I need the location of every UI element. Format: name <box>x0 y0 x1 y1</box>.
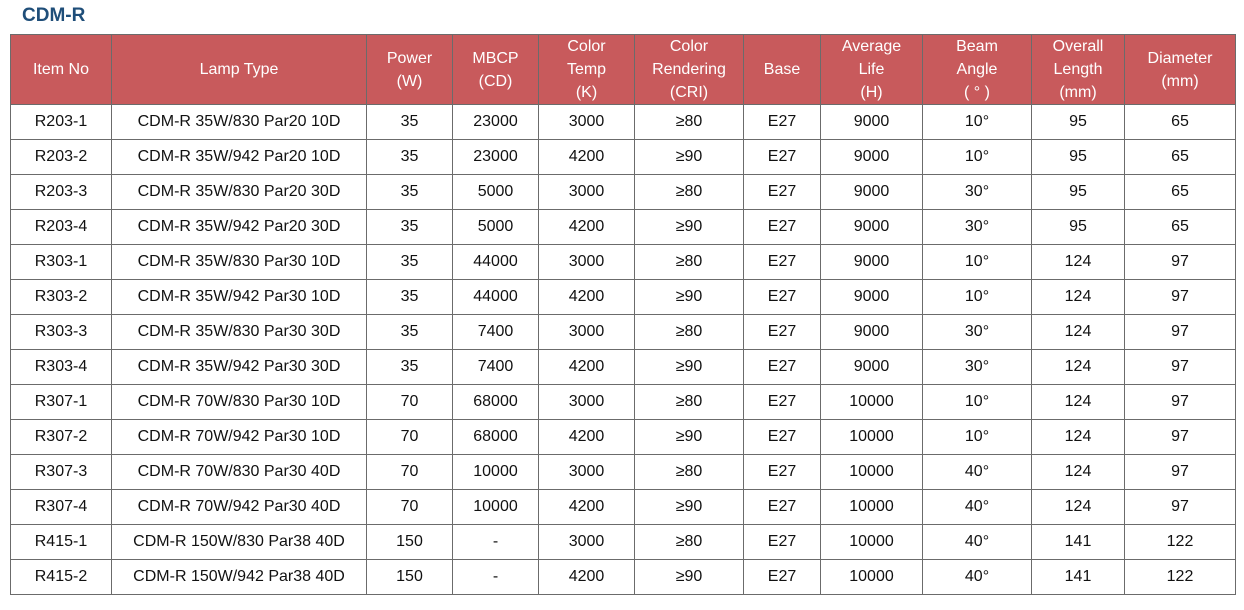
table-cell: R307-1 <box>11 385 112 420</box>
table-cell: 124 <box>1032 280 1125 315</box>
table-cell: 65 <box>1125 105 1236 140</box>
table-cell: 124 <box>1032 420 1125 455</box>
table-cell: ≥80 <box>635 455 744 490</box>
table-cell: 9000 <box>821 245 923 280</box>
table-cell: 3000 <box>539 455 635 490</box>
table-cell: 35 <box>367 245 453 280</box>
table-cell: R303-3 <box>11 315 112 350</box>
table-cell: E27 <box>744 280 821 315</box>
column-header <box>744 35 821 105</box>
spec-table <box>10 34 1236 595</box>
table-cell: E27 <box>744 455 821 490</box>
table-row <box>11 210 1236 245</box>
table-cell: 5000 <box>453 175 539 210</box>
table-cell: 95 <box>1032 210 1125 245</box>
table-row <box>11 525 1236 560</box>
table-cell: 4200 <box>539 280 635 315</box>
table-row <box>11 280 1236 315</box>
table-cell: ≥90 <box>635 280 744 315</box>
table-cell: 97 <box>1125 315 1236 350</box>
table-cell: 95 <box>1032 175 1125 210</box>
table-cell: CDM-R 35W/830 Par20 30D <box>112 175 367 210</box>
table-cell: 40° <box>923 490 1032 525</box>
table-cell: ≥80 <box>635 245 744 280</box>
table-cell: R203-4 <box>11 210 112 245</box>
table-cell: 10° <box>923 420 1032 455</box>
table-cell: ≥90 <box>635 420 744 455</box>
table-cell: 3000 <box>539 245 635 280</box>
table-cell: E27 <box>744 560 821 595</box>
column-header-line: (CD) <box>478 72 513 90</box>
table-cell: 124 <box>1032 490 1125 525</box>
table-cell: 97 <box>1125 350 1236 385</box>
table-cell: 3000 <box>539 175 635 210</box>
table-cell: 10° <box>923 105 1032 140</box>
table-cell: 40° <box>923 455 1032 490</box>
table-row <box>11 350 1236 385</box>
table-cell: 35 <box>367 210 453 245</box>
column-header-line: MBCP <box>472 49 519 67</box>
table-row <box>11 105 1236 140</box>
column-header-line: (CRI) <box>669 84 709 101</box>
column-header-line: Beam <box>956 38 998 55</box>
table-cell: 141 <box>1032 525 1125 560</box>
column-header-line: ( ° ) <box>964 84 990 101</box>
column-header <box>539 35 635 105</box>
table-cell: 30° <box>923 175 1032 210</box>
column-header-line: Life <box>858 61 885 78</box>
table-cell: CDM-R 35W/942 Par20 10D <box>112 140 367 175</box>
column-header-line: Overall <box>1052 38 1104 55</box>
table-cell: 10000 <box>821 525 923 560</box>
table-cell: 4200 <box>539 140 635 175</box>
table-cell: 97 <box>1125 385 1236 420</box>
table-cell: 9000 <box>821 105 923 140</box>
table-cell: E27 <box>744 420 821 455</box>
column-header-line: Length <box>1053 61 1103 78</box>
table-cell: CDM-R 70W/830 Par30 10D <box>112 385 367 420</box>
column-header <box>112 35 367 105</box>
table-cell: R307-4 <box>11 490 112 525</box>
table-cell: 40° <box>923 560 1032 595</box>
column-header-line: Average <box>841 38 902 55</box>
table-row <box>11 490 1236 525</box>
table-cell: CDM-R 35W/830 Par30 30D <box>112 315 367 350</box>
table-row <box>11 175 1236 210</box>
table-row <box>11 420 1236 455</box>
table-cell: 70 <box>367 420 453 455</box>
table-cell: 9000 <box>821 315 923 350</box>
table-cell: CDM-R 35W/830 Par30 10D <box>112 245 367 280</box>
table-cell: 4200 <box>539 560 635 595</box>
table-cell: 7400 <box>453 315 539 350</box>
table-cell: CDM-R 35W/942 Par30 30D <box>112 350 367 385</box>
table-cell: E27 <box>744 350 821 385</box>
table-cell: 141 <box>1032 560 1125 595</box>
table-cell: 9000 <box>821 210 923 245</box>
table-cell: 10000 <box>821 490 923 525</box>
table-cell: - <box>453 525 539 560</box>
table-cell: 122 <box>1125 525 1236 560</box>
table-cell: 9000 <box>821 175 923 210</box>
table-cell: 3000 <box>539 315 635 350</box>
table-row <box>11 385 1236 420</box>
table-cell: 10° <box>923 280 1032 315</box>
table-cell: 35 <box>367 175 453 210</box>
table-row <box>11 140 1236 175</box>
table-cell: R203-1 <box>11 105 112 140</box>
table-row <box>11 560 1236 595</box>
table-cell: 10000 <box>453 455 539 490</box>
column-header-line: Diameter <box>1147 49 1213 67</box>
table-cell: 70 <box>367 385 453 420</box>
table-cell: R415-1 <box>11 525 112 560</box>
table-cell: 44000 <box>453 245 539 280</box>
column-header-line: Power <box>386 49 433 67</box>
table-row <box>11 455 1236 490</box>
table-cell: 3000 <box>539 525 635 560</box>
page-title: CDM-R <box>22 5 86 26</box>
column-header-line: Item No <box>32 61 89 78</box>
table-cell: CDM-R 70W/830 Par30 40D <box>112 455 367 490</box>
table-cell: 4200 <box>539 490 635 525</box>
column-header-line: Color <box>669 38 709 55</box>
table-cell: 5000 <box>453 210 539 245</box>
table-cell: 10° <box>923 245 1032 280</box>
table-cell: 65 <box>1125 210 1236 245</box>
table-cell: 124 <box>1032 245 1125 280</box>
table-cell: E27 <box>744 210 821 245</box>
column-header <box>923 35 1032 105</box>
table-cell: ≥90 <box>635 210 744 245</box>
column-header-line: (W) <box>396 72 423 90</box>
column-header <box>1125 35 1236 105</box>
table-cell: 150 <box>367 525 453 560</box>
column-header <box>453 35 539 105</box>
table-body <box>11 105 1236 595</box>
table-cell: 10000 <box>453 490 539 525</box>
table-cell: CDM-R 70W/942 Par30 40D <box>112 490 367 525</box>
table-cell: 9000 <box>821 350 923 385</box>
column-header-line: Temp <box>566 61 607 78</box>
table-cell: - <box>453 560 539 595</box>
table-cell: 70 <box>367 490 453 525</box>
table-cell: 40° <box>923 525 1032 560</box>
table-cell: E27 <box>744 245 821 280</box>
table-cell: CDM-R 70W/942 Par30 10D <box>112 420 367 455</box>
column-header-line: Color <box>567 38 606 55</box>
table-row <box>11 245 1236 280</box>
table-cell: E27 <box>744 175 821 210</box>
table-cell: E27 <box>744 385 821 420</box>
table-cell: 30° <box>923 350 1032 385</box>
table-cell: 35 <box>367 280 453 315</box>
table-cell: 95 <box>1032 105 1125 140</box>
column-header-line: Rendering <box>652 61 726 78</box>
table-cell: 97 <box>1125 455 1236 490</box>
table-cell: 65 <box>1125 175 1236 210</box>
table-cell: ≥90 <box>635 140 744 175</box>
table-cell: R203-3 <box>11 175 112 210</box>
table-cell: R303-1 <box>11 245 112 280</box>
table-cell: ≥80 <box>635 315 744 350</box>
table-cell: 35 <box>367 140 453 175</box>
table-cell: 124 <box>1032 350 1125 385</box>
table-cell: E27 <box>744 315 821 350</box>
table-cell: 10000 <box>821 455 923 490</box>
table-cell: E27 <box>744 490 821 525</box>
table-cell: 68000 <box>453 420 539 455</box>
table-cell: R307-3 <box>11 455 112 490</box>
table-cell: 97 <box>1125 280 1236 315</box>
table-cell: 70 <box>367 455 453 490</box>
table-cell: 97 <box>1125 490 1236 525</box>
column-header <box>367 35 453 105</box>
table-cell: 35 <box>367 350 453 385</box>
table-cell: 150 <box>367 560 453 595</box>
column-header-line: (mm) <box>1059 84 1097 101</box>
table-cell: 124 <box>1032 315 1125 350</box>
table-cell: ≥90 <box>635 560 744 595</box>
table-cell: 4200 <box>539 350 635 385</box>
table-cell: CDM-R 35W/830 Par20 10D <box>112 105 367 140</box>
column-header-line: (K) <box>575 84 598 101</box>
table-cell: 124 <box>1032 385 1125 420</box>
column-header <box>635 35 744 105</box>
table-cell: 124 <box>1032 455 1125 490</box>
table-cell: 23000 <box>453 140 539 175</box>
table-cell: 7400 <box>453 350 539 385</box>
table-cell: 10000 <box>821 560 923 595</box>
table-cell: 122 <box>1125 560 1236 595</box>
table-cell: 4200 <box>539 210 635 245</box>
table-cell: ≥80 <box>635 175 744 210</box>
table-cell: 30° <box>923 315 1032 350</box>
table-row <box>11 315 1236 350</box>
table-cell: 97 <box>1125 245 1236 280</box>
table-cell: ≥90 <box>635 350 744 385</box>
table-cell: R303-2 <box>11 280 112 315</box>
table-cell: 4200 <box>539 420 635 455</box>
table-cell: 95 <box>1032 140 1125 175</box>
table-cell: R415-2 <box>11 560 112 595</box>
table-cell: CDM-R 150W/942 Par38 40D <box>112 560 367 595</box>
table-cell: 9000 <box>821 280 923 315</box>
table-cell: ≥80 <box>635 105 744 140</box>
table-cell: E27 <box>744 105 821 140</box>
table-cell: R203-2 <box>11 140 112 175</box>
table-cell: 10000 <box>821 385 923 420</box>
table-cell: E27 <box>744 140 821 175</box>
column-header-line: (mm) <box>1161 72 1199 90</box>
column-header <box>821 35 923 105</box>
table-cell: R307-2 <box>11 420 112 455</box>
table-cell: CDM-R 35W/942 Par30 10D <box>112 280 367 315</box>
table-cell: 65 <box>1125 140 1236 175</box>
column-header <box>11 35 112 105</box>
table-header-row <box>11 35 1236 105</box>
table-cell: 3000 <box>539 105 635 140</box>
table-cell: 10° <box>923 385 1032 420</box>
table-cell: ≥90 <box>635 490 744 525</box>
table-cell: 97 <box>1125 420 1236 455</box>
table-cell: 3000 <box>539 385 635 420</box>
table-cell: 44000 <box>453 280 539 315</box>
table-cell: E27 <box>744 525 821 560</box>
table-cell: R303-4 <box>11 350 112 385</box>
table-cell: 9000 <box>821 140 923 175</box>
table-cell: CDM-R 150W/830 Par38 40D <box>112 525 367 560</box>
table-cell: ≥80 <box>635 385 744 420</box>
column-header <box>1032 35 1125 105</box>
column-header-line: (H) <box>860 84 883 101</box>
table-cell: 10000 <box>821 420 923 455</box>
table-cell: 35 <box>367 315 453 350</box>
table-cell: ≥80 <box>635 525 744 560</box>
table-cell: 23000 <box>453 105 539 140</box>
table-cell: 30° <box>923 210 1032 245</box>
column-header-line: Base <box>763 61 801 78</box>
table-cell: 35 <box>367 105 453 140</box>
table-cell: 10° <box>923 140 1032 175</box>
table-cell: 68000 <box>453 385 539 420</box>
column-header-line: Angle <box>956 61 998 78</box>
table-cell: CDM-R 35W/942 Par20 30D <box>112 210 367 245</box>
column-header-line: Lamp Type <box>199 61 279 78</box>
